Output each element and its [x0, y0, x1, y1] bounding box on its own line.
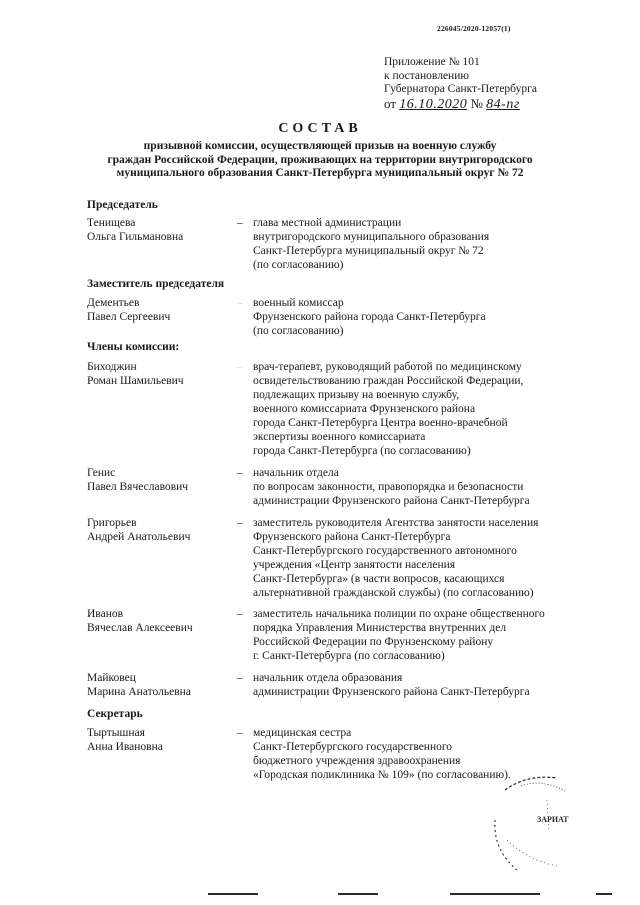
position-line: по вопросам законности, правопорядка и безопасности: [253, 481, 524, 493]
date-prefix: от: [384, 95, 397, 111]
position-line: Фрунзенского района Санкт-Петербурга: [253, 531, 451, 543]
number-prefix: №: [470, 95, 483, 111]
position-line: альтернативной гражданской службы) (по согласованию): [253, 587, 534, 599]
dash: –: [237, 297, 243, 309]
position-line: Санкт-Петербурга муниципальный округ № 72: [253, 245, 484, 257]
position-line: Санкт-Петербургского государственного автономного: [253, 545, 517, 557]
subtitle-line: призывной комиссии, осуществляющей призыв на военную службу: [143, 140, 497, 152]
position-line: медицинская сестра: [253, 727, 352, 739]
scan-edge-mark: [596, 893, 612, 895]
section-deputy: Заместитель председателя: [87, 278, 225, 290]
subtitle-line: граждан Российской Федерации, проживающих на территории внутригородского: [107, 153, 533, 166]
position-line: администрации Фрунзенского района Санкт-Петербурга: [253, 686, 530, 698]
document-number: 226045/2020-12057(1): [437, 24, 511, 33]
position-line: начальник отдела: [253, 467, 339, 479]
position-line: военный комиссар: [253, 297, 344, 309]
member-position: [253, 607, 598, 663]
position-line: военного комиссариата Фрунзенского района: [253, 403, 476, 415]
document-subtitle: [60, 140, 580, 181]
member-position: [253, 466, 598, 508]
subtitle-line: муниципального образования Санкт-Петербурга муниципальный округ № 72: [116, 167, 524, 179]
annex-line-1: Приложение № 101: [384, 56, 480, 68]
position-line: бюджетного учреждения здравоохранения: [253, 755, 461, 767]
scan-edge-mark: [450, 893, 540, 895]
member-position: [253, 216, 598, 272]
position-line: заместитель руководителя Агентства занятости населения: [253, 517, 539, 529]
position-line: подлежащих призыву на военную службу,: [253, 389, 460, 401]
official-seal-stamp: [487, 770, 599, 882]
scan-edge-mark: [208, 893, 258, 895]
position-line: Фрунзенского района города Санкт-Петербурга: [253, 311, 486, 323]
member-name: [87, 296, 235, 324]
annex-date-line: [384, 97, 537, 112]
position-line: (по согласованию): [253, 259, 344, 271]
position-line: порядка Управления Министерства внутренних дел: [253, 622, 507, 634]
position-line: освидетельствованию граждан Российской Федерации,: [253, 375, 524, 387]
position-line: заместитель начальника полиции по охране общественного: [253, 608, 545, 620]
position-line: внутригородского муниципального образования: [253, 231, 490, 243]
annex-line-3: Губернатора Санкт-Петербурга: [384, 83, 537, 95]
dash: –: [237, 727, 243, 739]
member-given-names: Павел Вячеславович: [87, 481, 189, 493]
position-line: «Городская поликлиника № 109» (по согласованию).: [253, 769, 511, 781]
member-given-names: Андрей Анатольевич: [87, 531, 191, 543]
member-given-names: Павел Сергеевич: [87, 311, 171, 323]
member-given-names: Анна Ивановна: [87, 741, 163, 753]
annex-line-2: к постановлению: [384, 69, 469, 82]
dash: –: [237, 217, 243, 229]
member-given-names: Ольга Гильмановна: [87, 231, 184, 243]
position-line: (по согласованию): [253, 325, 344, 337]
position-line: города Санкт-Петербурга Центра военно-врачебной: [253, 417, 508, 429]
position-line: Санкт-Петербурга» (в части вопросов, касающихся: [253, 573, 505, 585]
section-members: Члены комиссии:: [87, 341, 180, 353]
position-line: администрации Фрунзенского района Санкт-Петербурга: [253, 495, 530, 507]
member-surname: Иванов: [87, 608, 124, 620]
member-name: [87, 607, 235, 635]
member-surname: Генис: [87, 467, 116, 479]
position-line: экспертизы военного комиссариата: [253, 431, 426, 443]
member-position: [253, 671, 598, 699]
annex-date: 16.10.2020: [399, 96, 468, 112]
member-given-names: Вячеслав Алексеевич: [87, 622, 193, 634]
annex-number: 84-пг: [486, 96, 520, 112]
member-given-names: Роман Шамильевич: [87, 375, 184, 387]
annex-block: [384, 56, 537, 111]
document-title: СОСТАВ: [278, 121, 362, 136]
dash: –: [237, 517, 243, 529]
position-line: врач-терапевт, руководящий работой по медицинскому: [253, 361, 522, 373]
member-given-names: Марина Анатольевна: [87, 686, 191, 698]
position-line: г. Санкт-Петербурга (по согласованию): [253, 650, 445, 662]
member-surname: Григорьев: [87, 517, 137, 529]
stamp-text: ЗАРИАТ: [537, 815, 569, 824]
member-surname: Майковец: [87, 672, 136, 684]
dash: –: [237, 467, 243, 479]
member-name: [87, 726, 235, 754]
position-line: учреждения «Центр занятости населения: [253, 559, 456, 571]
section-secretary: Секретарь: [87, 708, 143, 720]
section-chairman: Председатель: [87, 199, 158, 211]
member-name: [87, 671, 235, 699]
member-surname: Дементьев: [87, 297, 140, 309]
member-position: [253, 360, 598, 458]
dash: –: [237, 672, 243, 684]
position-line: глава местной администрации: [253, 217, 402, 229]
member-name: [87, 360, 235, 388]
member-surname: Биходжин: [87, 361, 137, 373]
scan-edge-mark: [338, 893, 378, 895]
member-surname: Тенищева: [87, 217, 136, 229]
member-position: [253, 516, 598, 600]
position-line: Российской Федерации по Фрунзенскому району: [253, 636, 494, 648]
dash: –: [237, 608, 243, 620]
dash: –: [237, 361, 243, 373]
member-name: [87, 466, 235, 494]
member-surname: Тыртышная: [87, 727, 145, 739]
position-line: Санкт-Петербургского государственного: [253, 741, 453, 753]
member-name: [87, 216, 235, 244]
position-line: города Санкт-Петербурга (по согласованию): [253, 445, 471, 457]
member-name: [87, 516, 235, 544]
position-line: начальник отдела образования: [253, 672, 403, 684]
member-position: [253, 296, 598, 338]
